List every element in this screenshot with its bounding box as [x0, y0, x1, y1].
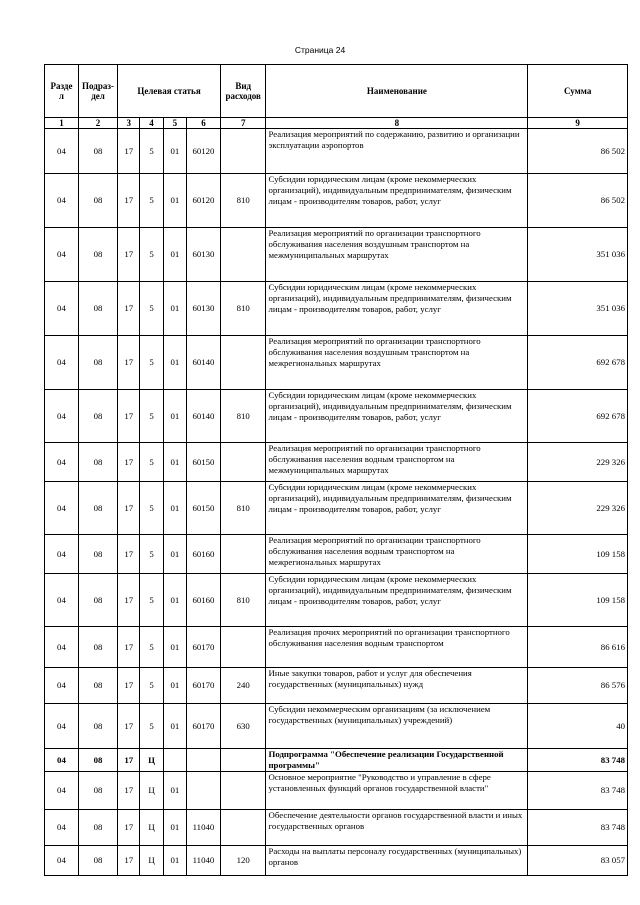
event-code-cell: 01	[163, 704, 186, 749]
event-code-cell: 01	[163, 443, 186, 482]
subprogram-code-cell: 5	[140, 627, 163, 668]
sum-cell: 351 036	[528, 282, 628, 336]
razdel-cell: 04	[45, 668, 79, 704]
program-code-cell: 17	[118, 846, 140, 876]
name-cell: Расходы на выплаты персоналу государственных (муниципальных) органов	[266, 846, 528, 876]
event-code-cell: 01	[163, 535, 186, 574]
header-celevaya-statya: Целевая статья	[118, 65, 221, 118]
table-row	[45, 704, 628, 749]
header-vid-rashodov: Вид расходов	[220, 65, 266, 118]
program-code-cell: 17	[118, 810, 140, 846]
program-code-cell: 17	[118, 535, 140, 574]
program-code-cell: 17	[118, 129, 140, 174]
direction-code-cell: 60120	[187, 129, 221, 174]
razdel-cell: 04	[45, 443, 79, 482]
expense-type-cell: 810	[220, 174, 266, 228]
name-cell: Иные закупки товаров, работ и услуг для обеспечения государственных (муниципальных) нужд	[266, 668, 528, 704]
sum-cell: 83 057	[528, 846, 628, 876]
razdel-cell: 04	[45, 228, 79, 282]
podrazdel-cell: 08	[78, 772, 117, 810]
program-code-cell: 17	[118, 443, 140, 482]
razdel-cell: 04	[45, 336, 79, 390]
direction-code-cell: 60150	[187, 443, 221, 482]
subprogram-code-cell: Ц	[140, 749, 163, 772]
expense-type-cell: 810	[220, 574, 266, 627]
col-number: 2	[78, 118, 117, 129]
subprogram-code-cell: Ц	[140, 772, 163, 810]
col-number: 3	[118, 118, 140, 129]
col-number: 1	[45, 118, 79, 129]
expense-type-cell	[220, 336, 266, 390]
direction-code-cell: 60150	[187, 482, 221, 535]
razdel-cell: 04	[45, 282, 79, 336]
razdel-cell: 04	[45, 772, 79, 810]
razdel-cell: 04	[45, 129, 79, 174]
podrazdel-cell: 08	[78, 282, 117, 336]
sum-cell: 229 326	[528, 443, 628, 482]
razdel-cell: 04	[45, 627, 79, 668]
subprogram-code-cell: 5	[140, 574, 163, 627]
podrazdel-cell: 08	[78, 574, 117, 627]
name-cell: Реализация мероприятий по организации транспортного обслуживания населения воздушным транспортом на межмуниципальных маршрутах	[266, 228, 528, 282]
sum-cell: 692 678	[528, 390, 628, 443]
podrazdel-cell: 08	[78, 336, 117, 390]
razdel-cell: 04	[45, 535, 79, 574]
razdel-cell: 04	[45, 704, 79, 749]
program-code-cell: 17	[118, 772, 140, 810]
name-cell: Субсидии некоммерческим организациям (за исключением государственных (муниципальных) учреждений)	[266, 704, 528, 749]
table-row	[45, 574, 628, 627]
sum-cell: 86 502	[528, 174, 628, 228]
podrazdel-cell: 08	[78, 443, 117, 482]
razdel-cell: 04	[45, 846, 79, 876]
event-code-cell: 01	[163, 810, 186, 846]
subprogram-code-cell: 5	[140, 390, 163, 443]
program-code-cell: 17	[118, 749, 140, 772]
table-row	[45, 668, 628, 704]
event-code-cell	[163, 749, 186, 772]
podrazdel-cell: 08	[78, 129, 117, 174]
budget-table	[44, 64, 628, 876]
sum-cell: 86 502	[528, 129, 628, 174]
subprogram-code-cell: 5	[140, 282, 163, 336]
podrazdel-cell: 08	[78, 810, 117, 846]
razdel-cell: 04	[45, 174, 79, 228]
expense-type-cell: 240	[220, 668, 266, 704]
expense-type-cell	[220, 627, 266, 668]
table-row	[45, 228, 628, 282]
table-row	[45, 482, 628, 535]
name-cell: Реализация мероприятий по организации транспортного обслуживания населения водным транспортом на межрегиональных маршрутах	[266, 535, 528, 574]
direction-code-cell: 60170	[187, 668, 221, 704]
expense-type-cell	[220, 772, 266, 810]
direction-code-cell: 60170	[187, 627, 221, 668]
name-cell: Реализация прочих мероприятий по организации транспортного обслуживания населения водным транспортом	[266, 627, 528, 668]
podrazdel-cell: 08	[78, 174, 117, 228]
subprogram-code-cell: 5	[140, 336, 163, 390]
subprogram-code-cell: 5	[140, 174, 163, 228]
name-cell: Субсидии юридическим лицам (кроме некоммерческих организаций), индивидуальным предпринимателям, физическим лицам - производителям товаров, работ, услуг	[266, 482, 528, 535]
razdel-cell: 04	[45, 749, 79, 772]
direction-code-cell: 11040	[187, 810, 221, 846]
sum-cell: 83 748	[528, 810, 628, 846]
sum-cell: 109 158	[528, 574, 628, 627]
podrazdel-cell: 08	[78, 749, 117, 772]
razdel-cell: 04	[45, 810, 79, 846]
event-code-cell: 01	[163, 668, 186, 704]
table-row	[45, 846, 628, 876]
table-row	[45, 174, 628, 228]
event-code-cell: 01	[163, 174, 186, 228]
podrazdel-cell: 08	[78, 704, 117, 749]
event-code-cell: 01	[163, 390, 186, 443]
direction-code-cell	[187, 749, 221, 772]
col-number: 6	[187, 118, 221, 129]
header-row	[45, 65, 628, 118]
podrazdel-cell: 08	[78, 482, 117, 535]
page-title: Страница 24	[294, 45, 346, 55]
subprogram-code-cell: 5	[140, 535, 163, 574]
table-row	[45, 749, 628, 772]
col-number: 7	[220, 118, 266, 129]
direction-code-cell: 60130	[187, 282, 221, 336]
subprogram-code-cell: 5	[140, 668, 163, 704]
event-code-cell: 01	[163, 482, 186, 535]
col-number: 4	[140, 118, 163, 129]
table-row	[45, 627, 628, 668]
event-code-cell: 01	[163, 627, 186, 668]
sum-cell: 692 678	[528, 336, 628, 390]
name-cell: Субсидии юридическим лицам (кроме некоммерческих организаций), индивидуальным предпринимателям, физическим лицам - производителям товаров, работ, услуг	[266, 282, 528, 336]
expense-type-cell	[220, 228, 266, 282]
event-code-cell: 01	[163, 846, 186, 876]
direction-code-cell: 60140	[187, 390, 221, 443]
column-number-row	[45, 118, 628, 129]
event-code-cell: 01	[163, 336, 186, 390]
subprogram-code-cell: 5	[140, 129, 163, 174]
sum-cell: 83 748	[528, 772, 628, 810]
program-code-cell: 17	[118, 704, 140, 749]
name-cell: Реализация мероприятий по содержанию, развитию и организации эксплуатации аэропортов	[266, 129, 528, 174]
razdel-cell: 04	[45, 574, 79, 627]
event-code-cell: 01	[163, 129, 186, 174]
program-code-cell: 17	[118, 668, 140, 704]
direction-code-cell: 60140	[187, 336, 221, 390]
podrazdel-cell: 08	[78, 390, 117, 443]
expense-type-cell: 810	[220, 282, 266, 336]
direction-code-cell: 60160	[187, 574, 221, 627]
col-number: 5	[163, 118, 186, 129]
name-cell: Подпрограмма "Обеспечение реализации Государственной программы"	[266, 749, 528, 772]
expense-type-cell: 630	[220, 704, 266, 749]
event-code-cell: 01	[163, 772, 186, 810]
expense-type-cell	[220, 443, 266, 482]
header-naimenovanie: Наименование	[266, 65, 528, 118]
direction-code-cell: 60160	[187, 535, 221, 574]
expense-type-cell: 120	[220, 846, 266, 876]
name-cell: Субсидии юридическим лицам (кроме некоммерческих организаций), индивидуальным предпринимателям, физическим лицам - производителям товаров, работ, услуг	[266, 174, 528, 228]
name-cell: Реализация мероприятий по организации транспортного обслуживания населения воздушным транспортом на межрегиональных маршрутах	[266, 336, 528, 390]
name-cell: Субсидии юридическим лицам (кроме некоммерческих организаций), индивидуальным предпринимателям, физическим лицам - производителям товаров, работ, услуг	[266, 390, 528, 443]
sum-cell: 109 158	[528, 535, 628, 574]
header-summa: Сумма	[528, 65, 628, 118]
program-code-cell: 17	[118, 390, 140, 443]
event-code-cell: 01	[163, 228, 186, 282]
table-row	[45, 282, 628, 336]
event-code-cell: 01	[163, 282, 186, 336]
subprogram-code-cell: 5	[140, 482, 163, 535]
subprogram-code-cell: 5	[140, 228, 163, 282]
podrazdel-cell: 08	[78, 228, 117, 282]
program-code-cell: 17	[118, 228, 140, 282]
expense-type-cell	[220, 129, 266, 174]
program-code-cell: 17	[118, 336, 140, 390]
program-code-cell: 17	[118, 574, 140, 627]
sum-cell: 86 576	[528, 668, 628, 704]
direction-code-cell	[187, 772, 221, 810]
col-number: 8	[266, 118, 528, 129]
program-code-cell: 17	[118, 482, 140, 535]
table-row	[45, 129, 628, 174]
expense-type-cell: 810	[220, 482, 266, 535]
table-row	[45, 810, 628, 846]
header-razdel: Разде л	[45, 65, 79, 118]
podrazdel-cell: 08	[78, 668, 117, 704]
razdel-cell: 04	[45, 390, 79, 443]
table-row	[45, 443, 628, 482]
name-cell: Реализация мероприятий по организации транспортного обслуживания населения водным транспортом на межмуниципальных маршрутах	[266, 443, 528, 482]
podrazdel-cell: 08	[78, 846, 117, 876]
podrazdel-cell: 08	[78, 627, 117, 668]
subprogram-code-cell: 5	[140, 443, 163, 482]
direction-code-cell: 60170	[187, 704, 221, 749]
name-cell: Основное мероприятие "Руководство и управление в сфере установленных функций органов государственной власти"	[266, 772, 528, 810]
name-cell: Обеспечение деятельности органов государственной власти и иных государственных органов	[266, 810, 528, 846]
name-cell: Субсидии юридическим лицам (кроме некоммерческих организаций), индивидуальным предпринимателям, физическим лицам - производителям товаров, работ, услуг	[266, 574, 528, 627]
table-row	[45, 535, 628, 574]
sum-cell: 86 616	[528, 627, 628, 668]
expense-type-cell: 810	[220, 390, 266, 443]
subprogram-code-cell: Ц	[140, 846, 163, 876]
razdel-cell: 04	[45, 482, 79, 535]
sum-cell: 351 036	[528, 228, 628, 282]
sum-cell: 229 326	[528, 482, 628, 535]
program-code-cell: 17	[118, 627, 140, 668]
program-code-cell: 17	[118, 282, 140, 336]
subprogram-code-cell: Ц	[140, 810, 163, 846]
direction-code-cell: 60120	[187, 174, 221, 228]
podrazdel-cell: 08	[78, 535, 117, 574]
expense-type-cell	[220, 810, 266, 846]
sum-cell: 40	[528, 704, 628, 749]
table-row	[45, 772, 628, 810]
expense-type-cell	[220, 535, 266, 574]
event-code-cell: 01	[163, 574, 186, 627]
direction-code-cell: 11040	[187, 846, 221, 876]
col-number: 9	[528, 118, 628, 129]
header-podrazdel: Подраз- дел	[78, 65, 117, 118]
program-code-cell: 17	[118, 174, 140, 228]
direction-code-cell: 60130	[187, 228, 221, 282]
expense-type-cell	[220, 749, 266, 772]
sum-cell: 83 748	[528, 749, 628, 772]
subprogram-code-cell: 5	[140, 704, 163, 749]
table-row	[45, 390, 628, 443]
table-row	[45, 336, 628, 390]
